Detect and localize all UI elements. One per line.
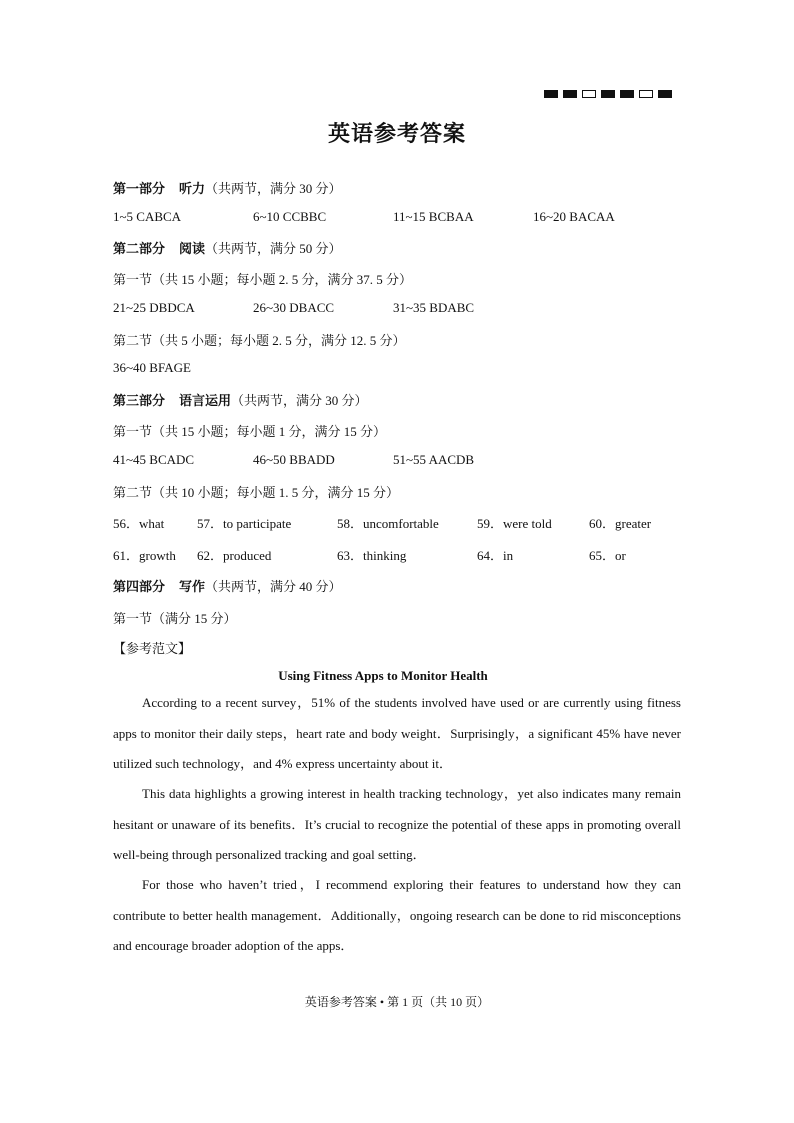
part1-title: 听力 [179, 181, 206, 196]
essay-paragraph-2: This data highlights a growing interest in health tracking technology，yet also indicates many remain hesitant or unaware of its benefits．It’s crucial to recognize the potential of these apps in promoting overall well-being through personalized tracking and goal setting． [113, 786, 681, 862]
part4-section1: 第一节（满分 15 分） [113, 611, 237, 626]
fill-answer: 59．were told [477, 516, 552, 531]
part4-name: 第四部分 [113, 579, 166, 594]
part3-section1-answers [113, 452, 474, 468]
mark-filled-5 [658, 90, 672, 98]
answer-group: 26~30 DBACC [253, 300, 335, 315]
mark-filled-1 [544, 90, 558, 98]
part1-answers [113, 209, 615, 225]
part4-info: （共两节，满分 40 分） [205, 579, 342, 594]
answer-group: 11~15 BCBAA [393, 209, 474, 224]
part1-info: （共两节，满分 30 分） [205, 181, 342, 196]
fill-answer: 57．to participate [197, 516, 292, 531]
answer-group: 16~20 BACAA [533, 209, 615, 224]
part3-title: 语言运用 [179, 393, 232, 408]
fill-answer: 62．produced [197, 548, 272, 563]
fill-answer: 56．what [113, 516, 165, 531]
part3-info: （共两节，满分 30 分） [231, 393, 368, 408]
part3-name: 第三部分 [113, 393, 166, 408]
fill-answer: 64．in [477, 548, 514, 563]
mark-filled-3 [601, 90, 615, 98]
part4-heading [113, 576, 342, 595]
answer-group: 51~55 AACDB [393, 452, 475, 467]
part2-name: 第二部分 [113, 241, 166, 256]
part3-section2: 第二节（共 10 小题；每小题 1. 5 分，满分 15 分） [113, 485, 400, 500]
part2-heading [113, 238, 342, 257]
part1-name: 第一部分 [113, 181, 166, 196]
essay-paragraph-1: According to a recent survey，51% of the students involved have used or are currently using fitness apps to monitor their daily steps，heart rate and body weight．Surprisingly，a significant 45% have never utilized such technology，and 4% express uncertainty about it． [113, 695, 681, 771]
header-marks [544, 90, 672, 98]
part2-section2-answer: 36~40 BFAGE [113, 360, 191, 375]
mark-empty-1 [582, 90, 596, 98]
sample-label: 【参考范文】 [113, 641, 192, 656]
part2-section1-answers [113, 300, 474, 316]
part2-title: 阅读 [179, 241, 206, 256]
mark-filled-4 [620, 90, 634, 98]
page-footer: 英语参考答案 • 第 1 页（共 10 页） [304, 995, 490, 1009]
part3-heading [113, 390, 368, 409]
answer-group: 31~35 BDABC [393, 300, 475, 315]
fill-answer: 63．thinking [337, 548, 407, 563]
answer-group: 1~5 CABCA [113, 209, 182, 224]
answer-group: 21~25 DBDCA [113, 300, 195, 315]
part3-section1: 第一节（共 15 小题；每小题 1 分，满分 15 分） [113, 424, 387, 439]
answer-group: 41~45 BCADC [113, 452, 195, 467]
part4-title: 写作 [179, 579, 206, 594]
fill-answer: 58．uncomfortable [337, 516, 439, 531]
part2-info: （共两节，满分 50 分） [205, 241, 342, 256]
mark-empty-2 [639, 90, 653, 98]
fill-answer: 61．growth [113, 548, 176, 563]
answer-group: 46~50 BBADD [253, 452, 335, 467]
mark-filled-2 [563, 90, 577, 98]
essay-title: Using Fitness Apps to Monitor Health [278, 668, 488, 683]
fill-answer: 65．or [589, 548, 626, 563]
page-title: 英语参考答案 [327, 121, 466, 146]
essay-paragraph-3: For those who haven’t tried，I recommend exploring their features to understand how they can contribute to better health management．Additionally，ongoing research can be done to rid misconceptions and encourage broader adoption of the apps． [113, 877, 681, 953]
fill-answers-row2 [113, 545, 626, 564]
fill-answers-row1 [113, 513, 651, 532]
answer-group: 6~10 CCBBC [253, 209, 327, 224]
part2-section2: 第二节（共 5 小题；每小题 2. 5 分，满分 12. 5 分） [113, 333, 406, 348]
fill-answer: 60．greater [589, 516, 652, 531]
part1-heading [113, 178, 342, 197]
part2-section1: 第一节（共 15 小题；每小题 2. 5 分，满分 37. 5 分） [113, 272, 413, 287]
